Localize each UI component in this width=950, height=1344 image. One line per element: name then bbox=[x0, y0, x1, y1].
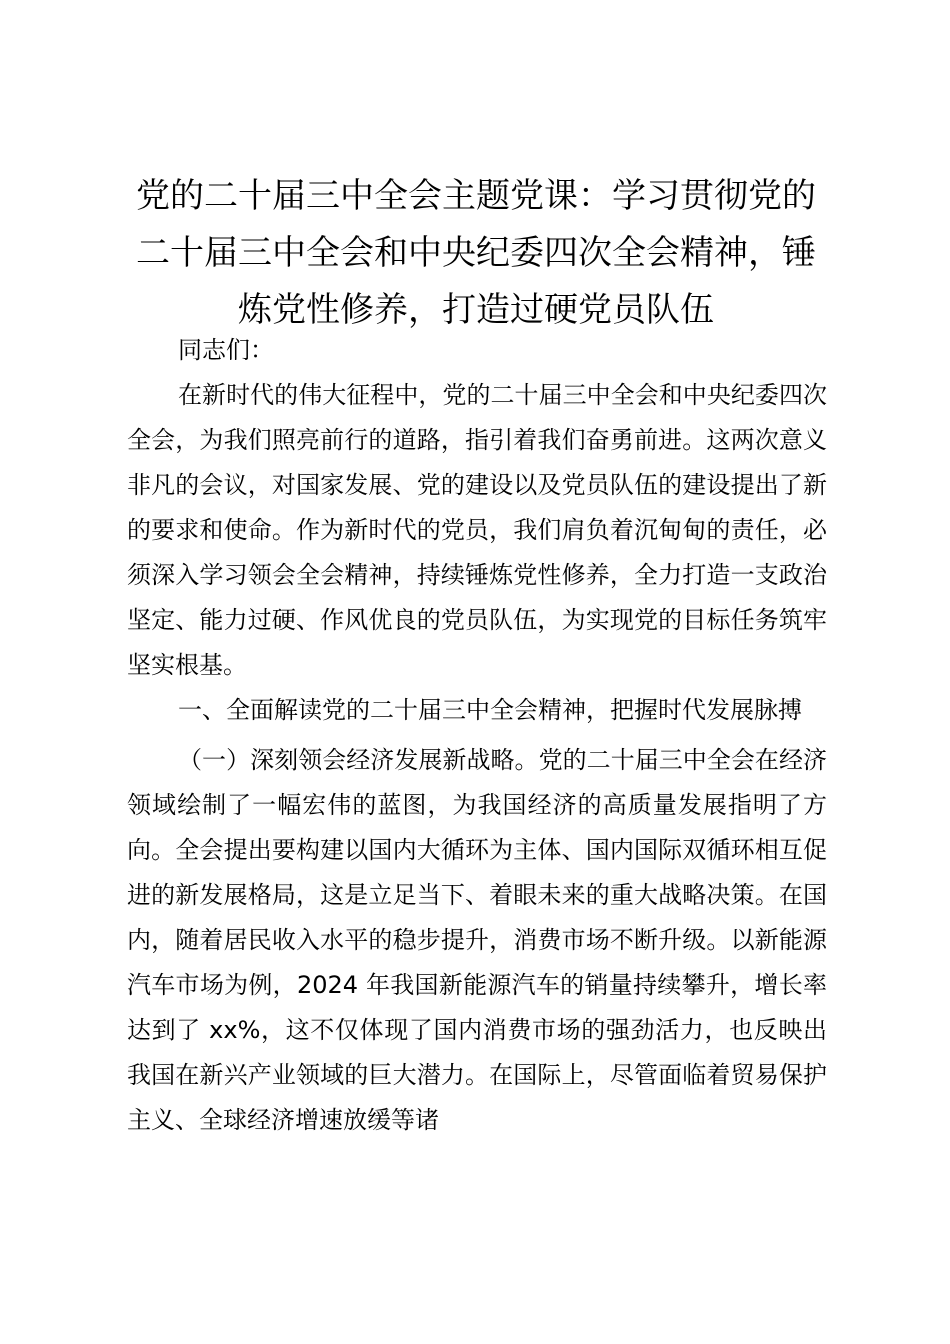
intro-paragraph: 在新时代的伟大征程中，党的二十届三中全会和中央纪委四次全会，为我们照亮前行的道路，指引着我们奋勇前进。这两次意义非凡的会议，对国家发展、党的建设以及党员队伍的建设提出了新的要求和使命。作为新时代的党员，我们肩负着沉甸甸的责任，必须深入学习领会全会精神，持续锤炼党性修养，全力打造一支政治坚定、能力过硬、作风优良的党员队伍，为实现党的目标任务筑牢坚实根基。 bbox=[127, 381, 827, 679]
title-line-1: 党的二十届三中全会主题党课：学习贯彻党的 bbox=[136, 176, 816, 216]
subsection-paragraph: （一）深刻领会经济发展新战略。党的二十届三中全会在经济领域绘制了一幅宏伟的蓝图，为我国经济的高质量发展指明了方向。全会提出要构建以国内大循环为主体、国内国际双循环相互促进的新发展格局，这是立足当下、着眼未来的重大战略决策。在国内，随着居民收入水平的稳步提升，消费市场不断升级。以新能源汽车市场为例，2024 年我国新能源汽车的销量持续攀升，增长率达到了 xx%，这不仅体现了国内消费市场的强劲活力，也反映出我国在新兴产业领域的巨大潜力。在国际上，尽管面临着贸易保护主义、全球经济增速放缓等诸 bbox=[127, 746, 827, 1134]
greeting: 同志们： bbox=[178, 336, 274, 364]
document-title bbox=[120, 168, 832, 339]
document-body bbox=[127, 328, 827, 1143]
title-line-2: 二十届三中全会和中央纪委四次全会精神，锤 bbox=[136, 233, 816, 273]
title-line-3: 炼党性修养，打造过硬党员队伍 bbox=[238, 290, 714, 330]
section-heading: 一、全面解读党的二十届三中全会精神，把握时代发展脉搏 bbox=[178, 696, 802, 724]
